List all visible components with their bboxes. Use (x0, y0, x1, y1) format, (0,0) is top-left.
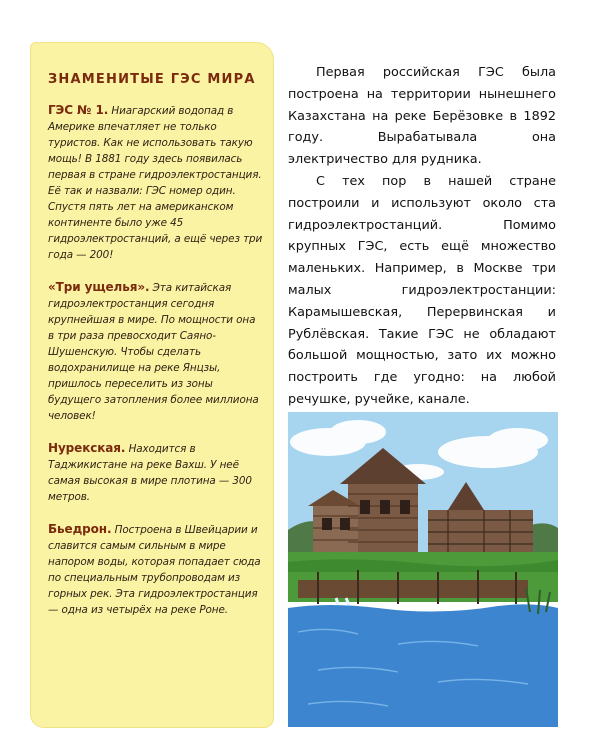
entry-text: Эта китайская гидроэлектростанция сегодня крупнейшая в мире. По мощности она в три раза превосходит Саяно-Шушенскую. Чтобы сделать водохранилище на реке Янцзы, пришлось переселить из зоны будущего затопления более миллиона человек! (48, 282, 259, 422)
article-paragraph: Первая российская ГЭС была построена на территории нынешнего Казахстана на реке Берёзовке в 1892 году. Вырабатывала она электричество для рудника. (288, 65, 556, 168)
entry-text: Ниагарский водопад в Америке впечатляет не только туристов. Как не использовать такую мощь! В 1881 году здесь появилась первая в стране гидроэлектростанция. Её так и назвали: ГЭС номер один. Спустя пять лет на американском континенте было уже 45 гидроэлектростанций, а ещё через три года — 200! (48, 105, 263, 261)
sidebar-box (30, 42, 274, 728)
entry-name: Нурекская. (48, 441, 126, 455)
sidebar-entry-bieudron (48, 521, 264, 618)
sidebar-content (48, 72, 264, 634)
entry-name: Бьедрон. (48, 522, 112, 536)
hydro-plant-illustration (288, 412, 558, 727)
entry-text: Находится в Таджикистане на реке Вахш. У неё самая высокая в мире плотина — 300 метров. (48, 443, 252, 503)
entry-text: Построена в Швейцарии и славится самым сильным в мире напором воды, которая попадает сюда по специальным трубопроводам из горных рек. Эта гидроэлектростанция — одна из четырёх на реке Роне. (48, 524, 261, 616)
entry-name: ГЭС № 1. (48, 103, 109, 117)
sidebar-entry-three-gorges (48, 279, 264, 424)
main-article (288, 62, 556, 411)
sidebar-entry-ges1 (48, 102, 264, 263)
entry-name: «Три ущелья». (48, 280, 150, 294)
sidebar-entry-nurek (48, 440, 264, 505)
article-paragraph: С тех пор в нашей стране построили и используют около ста гидроэлектростанций. Помимо крупных ГЭС, есть ещё множество маленьких. Например, в Москве три малых гидроэлектростанции: Карамышевская, Перервинская и Рублёвская. Такие ГЭС не обладают большой мощностью, зато их можно построить где угодно: на любой речушке, ручейке, канале. (288, 173, 556, 407)
sidebar-title: ЗНАМЕНИТЫЕ ГЭС МИРА (48, 72, 256, 87)
